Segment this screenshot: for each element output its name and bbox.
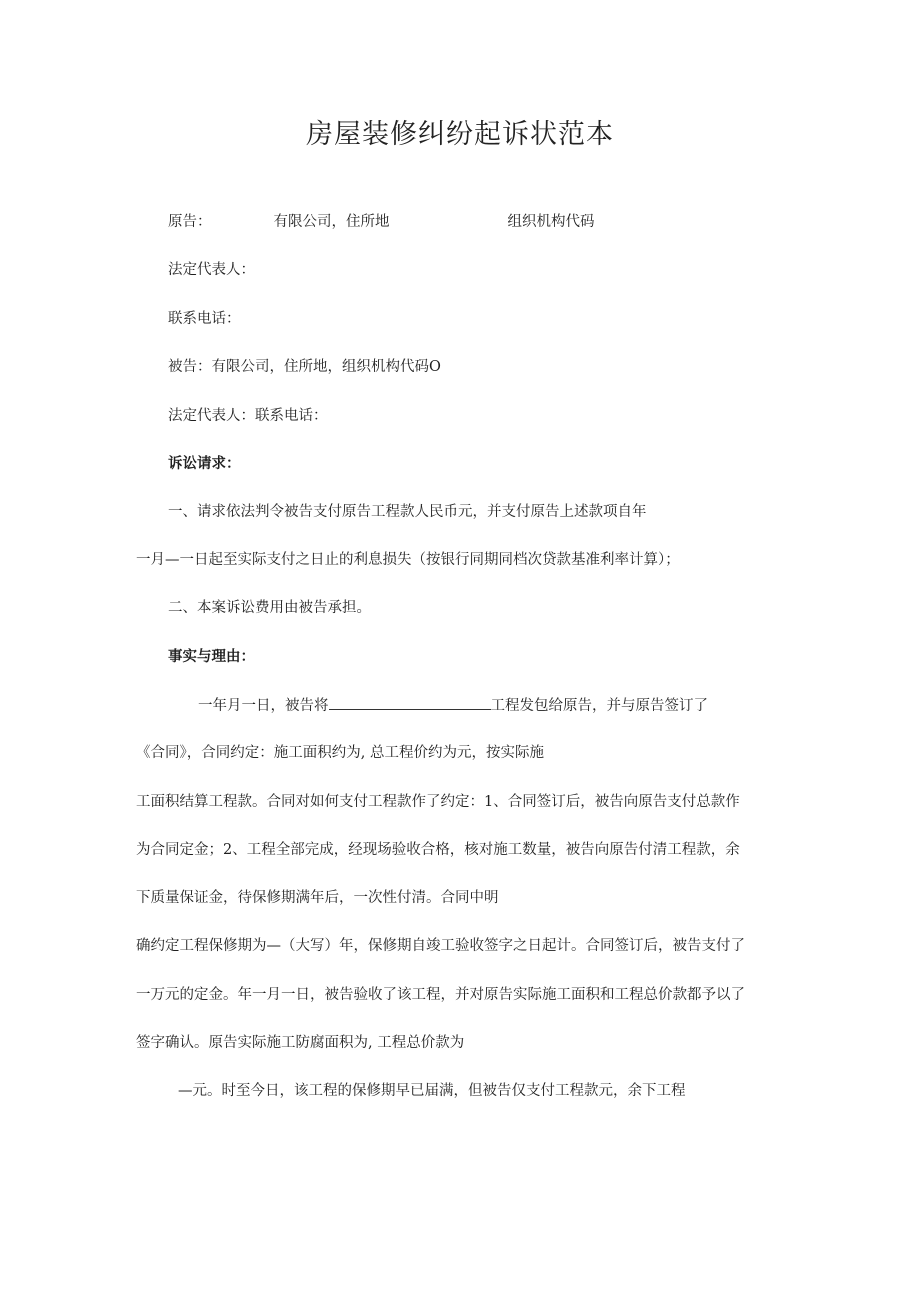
document-title: 房屋装修纠纷起诉状范本 xyxy=(306,119,614,150)
facts-paragraph-9: —元。时至今日，该工程的保修期早已届满，但被告仅支付工程款元，余下工程 xyxy=(178,1083,686,1099)
facts-paragraph-8: 签字确认。原告实际施工防腐面积为, 工程总价款为 xyxy=(136,1035,465,1051)
facts-paragraph-5: 下质量保证金，待保修期满年后，一次性付清。合同中明 xyxy=(136,890,499,906)
facts-heading: 事实与理由： xyxy=(168,649,255,665)
defendant-line: 被告：有限公司，住所地，组织机构代码O xyxy=(168,359,441,375)
defendant-rep-phone: 法定代表人：联系电话： xyxy=(168,408,328,424)
facts-paragraph-3: 工面积结算工程款。合同对如何支付工程款作了约定：1、合同签订后，被告向原告支付总款作 xyxy=(136,794,740,810)
plaintiff-label: 原告： xyxy=(168,214,212,230)
claim-1-line-1: 一、请求依法判令被告支付原告工程款人民币元，并支付原告上述款项自年 xyxy=(168,504,647,520)
fill-in-blank xyxy=(329,695,491,710)
facts-paragraph-1 xyxy=(198,695,708,716)
claims-heading: 诉讼请求： xyxy=(168,456,241,472)
facts-paragraph-4: 为合同定金；2、工程全部完成，经现场验收合格，核对施工数量，被告向原告付清工程款，余 xyxy=(136,842,740,858)
plaintiff-line xyxy=(168,212,595,232)
facts-p1-end: 工程发包给原告，并与原告签订了 xyxy=(490,698,708,714)
plaintiff-org-code: 组织机构代码 xyxy=(507,214,595,230)
facts-paragraph-2: 《合同》，合同约定：施工面积约为, 总工程价约为元，按实际施 xyxy=(136,745,544,761)
facts-paragraph-6: 确约定工程保修期为—（大写）年，保修期自竣工验收签字之日起计。合同签订后，被告支付了 xyxy=(136,938,745,954)
plaintiff-company: 有限公司，住所地 xyxy=(273,214,390,230)
facts-paragraph-7: 一万元的定金。年一月一日，被告验收了该工程，并对原告实际施工面积和工程总价款都予以了 xyxy=(136,987,745,1003)
plaintiff-phone: 联系电话： xyxy=(168,311,241,327)
facts-p1-start: 一年月一日，被告将 xyxy=(198,698,329,714)
plaintiff-representative: 法定代表人： xyxy=(168,262,255,278)
claim-2: 二、本案诉讼费用由被告承担。 xyxy=(168,600,371,616)
claim-1-line-2: 一月—一日起至实际支付之日止的利息损失（按银行同期同档次贷款基准利率计算）； xyxy=(136,552,680,568)
